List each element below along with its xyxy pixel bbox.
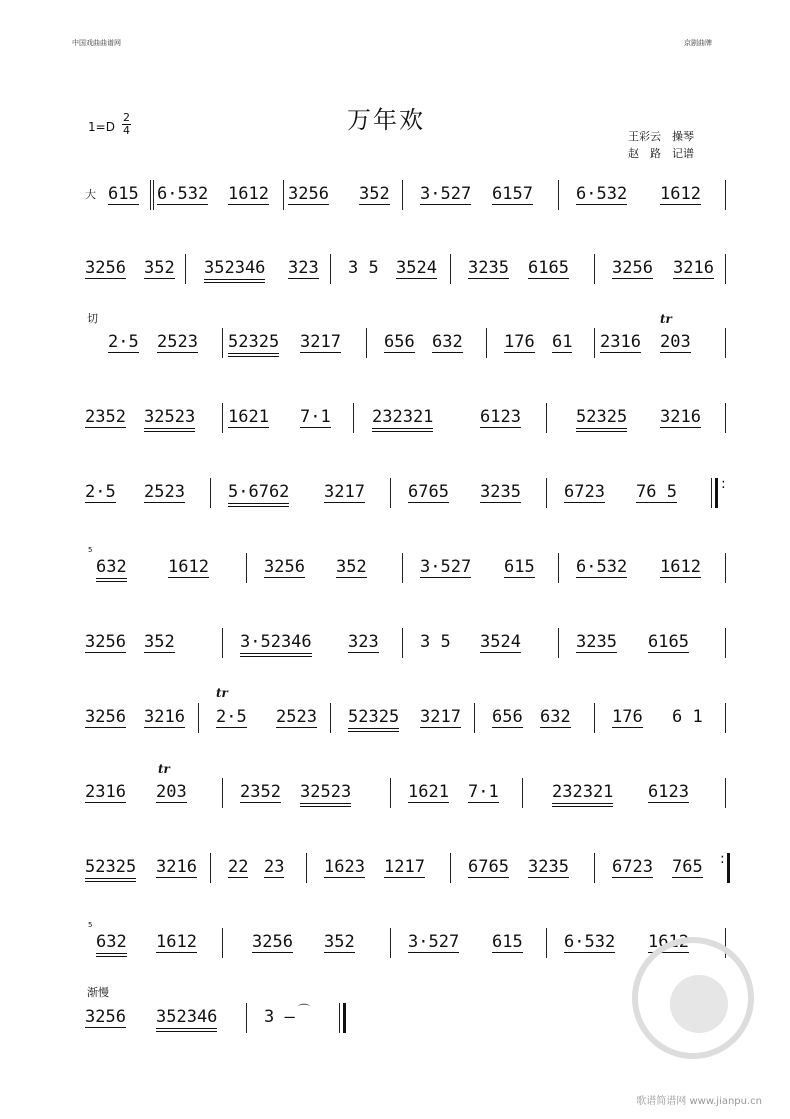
barline [558, 180, 559, 210]
staff-row-9 [0, 782, 790, 822]
staff-row-3 [0, 332, 790, 372]
barline [390, 778, 391, 808]
barline [353, 403, 354, 433]
note-group: 6723 [612, 857, 653, 877]
note-group: 765 [672, 857, 703, 877]
note-group: 1612 [660, 557, 701, 577]
marking-qie: 切 [87, 312, 98, 325]
note-group: 3524 [396, 258, 437, 278]
note-group: 1612 [156, 932, 197, 952]
trill-mark: tr [216, 686, 228, 700]
note-group: 632 [432, 332, 463, 352]
barline [330, 703, 331, 733]
note-group: 61 [552, 332, 573, 352]
note-group: 6123 [480, 407, 521, 427]
watermark-text: 歌谱简谱网 www.jianpu.cn [636, 1096, 762, 1107]
note-group: 656 [492, 707, 523, 727]
staff-row-7 [0, 632, 790, 672]
note-group: 176 [504, 332, 535, 352]
meter-bottom: 4 [123, 124, 130, 137]
note-group: 3256 [264, 557, 305, 577]
staff-row-8 [0, 707, 790, 747]
barline [725, 254, 726, 284]
note-group: 3256 [85, 258, 126, 278]
barline [486, 328, 487, 358]
credit-transcriber: 赵 路 记谱 [628, 147, 694, 160]
note-group: 6 1 [672, 707, 703, 727]
barline [402, 553, 403, 583]
note-group: 52325 [228, 332, 279, 357]
barline [306, 853, 307, 883]
note-group: 2·5 [85, 482, 116, 502]
barline [153, 180, 154, 210]
note-group: 3 5 [348, 258, 379, 278]
barline [474, 703, 475, 733]
note-group: 6·532 [157, 184, 209, 204]
note-group: 6165 [648, 632, 689, 652]
barline [210, 853, 211, 883]
barline [725, 180, 726, 210]
note-group: 323 [348, 632, 379, 652]
barline [725, 628, 726, 658]
repeat-dots: : [721, 476, 726, 492]
repeat-barline [727, 853, 730, 883]
note-group: 52325 [85, 857, 136, 882]
note-group: 6·532 [576, 184, 628, 204]
barline [246, 1003, 247, 1033]
barline [725, 403, 726, 433]
note-group: 23 [264, 857, 285, 877]
page-title: 万年欢 [347, 106, 425, 134]
genre-header: 京剧曲牌 [684, 39, 712, 47]
barline [210, 478, 211, 508]
note-group: 3235 [528, 857, 569, 877]
note-group: 2·5 [108, 332, 139, 352]
note-group: 232321 [372, 407, 433, 432]
note-group: 7·1 [468, 782, 499, 802]
note-group: 22 [228, 857, 249, 877]
note-group: 3216 [660, 407, 701, 427]
note-group: 2523 [144, 482, 185, 502]
barline [366, 328, 367, 358]
note-group: 2523 [157, 332, 198, 352]
note-group: 632 [96, 932, 127, 957]
key-signature: 1=D [88, 120, 115, 134]
barline [725, 703, 726, 733]
note-group: 1217 [384, 857, 425, 877]
note-group: 3·527 [420, 557, 472, 577]
watermark-face-icon [670, 975, 728, 1033]
credit-performer: 王彩云 操琴 [628, 130, 694, 143]
marking-da: 大 [85, 188, 96, 201]
staff-row-5 [0, 476, 790, 522]
barline [339, 1003, 340, 1033]
barline [450, 254, 451, 284]
note-group: 6·532 [564, 932, 616, 952]
note-group: 352 [359, 184, 390, 204]
note-group: 632 [540, 707, 571, 727]
note-group: 3256 [85, 1007, 126, 1027]
barline [283, 180, 284, 210]
note-group: 3256 [252, 932, 293, 952]
note-group: 3216 [156, 857, 197, 877]
note-group: 1612 [648, 932, 689, 952]
barline [711, 478, 712, 508]
barline [330, 254, 331, 284]
barline [222, 628, 223, 658]
note-group: 632 [96, 557, 127, 582]
note-group: 76 5 [636, 482, 677, 502]
final-barline [343, 1003, 346, 1033]
note-group: 615 [504, 557, 535, 577]
barline [222, 328, 223, 358]
note-group: 352 [336, 557, 367, 577]
barline [546, 403, 547, 433]
note-group: 3·527 [408, 932, 460, 952]
staff-row-2 [0, 258, 790, 298]
barline [150, 180, 151, 210]
note-group: 3 – [264, 1007, 295, 1027]
note-group: 3·52346 [240, 632, 312, 657]
meter-top: 2 [123, 111, 130, 124]
barline [450, 853, 451, 883]
note-group: 6165 [528, 258, 569, 278]
barline [558, 628, 559, 658]
grace-note: 5 [88, 921, 93, 929]
note-group: 3 5 [420, 632, 451, 652]
time-signature [122, 112, 131, 137]
barline [222, 778, 223, 808]
note-group: 3235 [468, 258, 509, 278]
note-group: 203 [156, 782, 187, 802]
note-group: 2352 [85, 407, 126, 427]
note-group: 3·527 [420, 184, 472, 204]
note-group: 3256 [85, 707, 126, 727]
barline [594, 853, 595, 883]
barline [594, 328, 595, 358]
note-group: 352 [144, 632, 175, 652]
barline [522, 778, 523, 808]
note-group: 2316 [600, 332, 641, 352]
trill-mark: tr [660, 312, 672, 326]
note-group: 3235 [576, 632, 617, 652]
barline [390, 928, 391, 958]
note-group: 6157 [492, 184, 533, 204]
barline [185, 254, 186, 284]
note-group: 7·1 [300, 407, 331, 427]
note-group: 6765 [468, 857, 509, 877]
barline [246, 553, 247, 583]
note-group: 3217 [300, 332, 341, 352]
barline [390, 478, 391, 508]
staff-row-10 [0, 851, 790, 897]
note-group: 615 [108, 184, 139, 204]
note-group: 5·6762 [228, 482, 289, 507]
grace-note: 5 [88, 546, 93, 554]
staff-row-6 [0, 557, 790, 597]
note-group: 656 [384, 332, 415, 352]
barline [546, 478, 547, 508]
barline [594, 254, 595, 284]
note-group: 203 [660, 332, 691, 352]
barline [546, 928, 547, 958]
marking-rit: 渐慢 [87, 986, 109, 999]
barline [594, 703, 595, 733]
barline [198, 703, 199, 733]
note-group: 2316 [85, 782, 126, 802]
note-group: 615 [492, 932, 523, 952]
note-group: 352 [144, 258, 175, 278]
note-group: 3256 [288, 184, 329, 204]
note-group: 2352 [240, 782, 281, 802]
fermata-icon: ⌒ [298, 1003, 311, 1017]
note-group: 352 [324, 932, 355, 952]
note-group: 3217 [420, 707, 461, 727]
note-group: 6765 [408, 482, 449, 502]
note-group: 1612 [660, 184, 701, 204]
repeat-dots: : [720, 851, 725, 867]
staff-row-4 [0, 407, 790, 447]
staff-row-1 [0, 184, 790, 224]
barline [725, 328, 726, 358]
note-group: 1612 [168, 557, 209, 577]
note-group: 3256 [612, 258, 653, 278]
note-group: 3524 [480, 632, 521, 652]
note-group: 1621 [228, 407, 269, 427]
note-group: 1621 [408, 782, 449, 802]
barline [725, 553, 726, 583]
note-group: 3235 [480, 482, 521, 502]
note-group: 6123 [648, 782, 689, 802]
note-group: 32523 [300, 782, 351, 807]
note-group: 52325 [576, 407, 627, 432]
note-group: 3256 [85, 632, 126, 652]
barline [558, 553, 559, 583]
note-group: 352346 [204, 258, 265, 283]
barline [725, 778, 726, 808]
note-group: 52325 [348, 707, 399, 732]
note-group: 1623 [324, 857, 365, 877]
trill-mark: tr [158, 762, 170, 776]
note-group: 6·532 [576, 557, 628, 577]
repeat-barline [715, 478, 718, 508]
note-group: 3217 [324, 482, 365, 502]
note-group: 2523 [276, 707, 317, 727]
site-header: 中国戏曲曲谱网 [72, 39, 121, 47]
barline [402, 628, 403, 658]
note-group: 232321 [552, 782, 613, 807]
note-group: 323 [288, 258, 319, 278]
barline [222, 928, 223, 958]
note-group: 3216 [144, 707, 185, 727]
note-group: 6723 [564, 482, 605, 502]
note-group: 3216 [673, 258, 714, 278]
note-group: 352346 [156, 1007, 217, 1032]
barline [402, 180, 403, 210]
note-group: 2·5 [216, 707, 247, 727]
barline [222, 403, 223, 433]
note-group: 32523 [144, 407, 195, 432]
note-group: 1612 [228, 184, 269, 204]
note-group: 176 [612, 707, 643, 727]
